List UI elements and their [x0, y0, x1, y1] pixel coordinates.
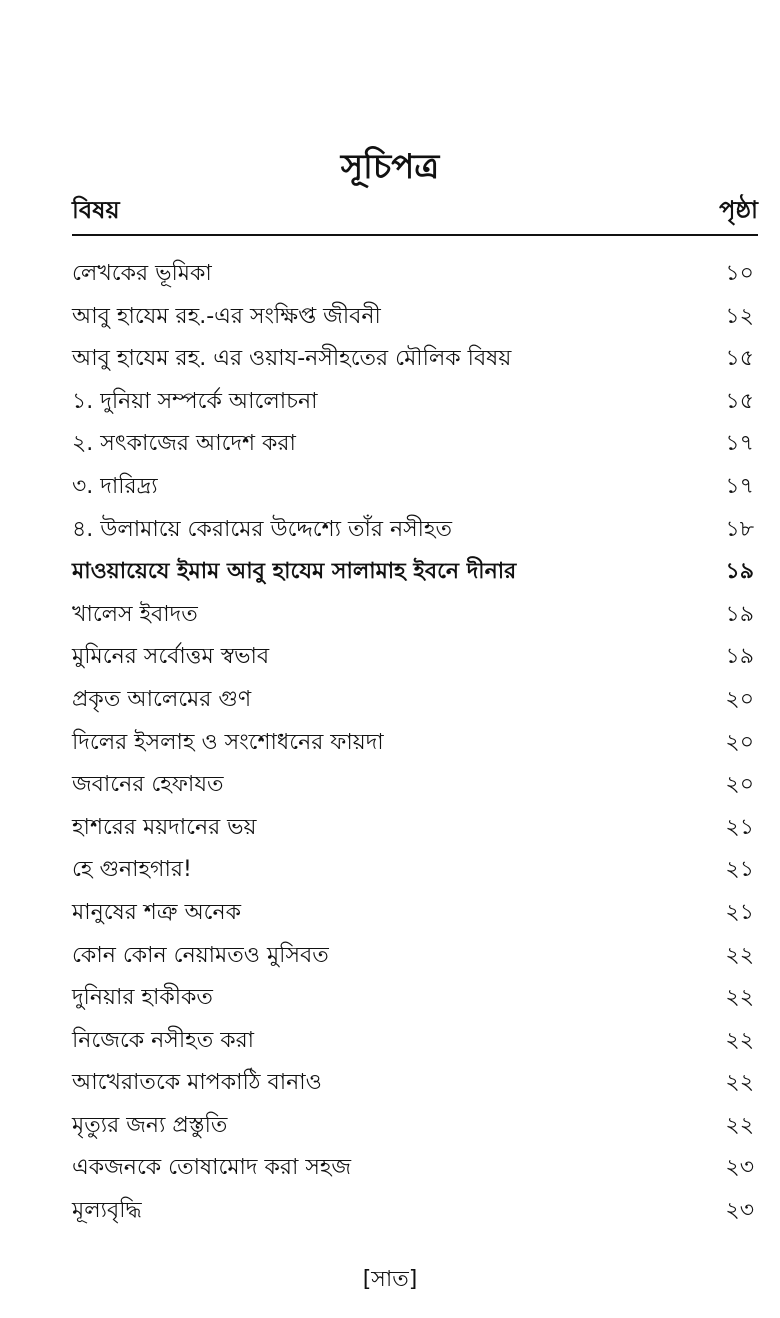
toc-entry	[72, 253, 758, 296]
toc-entry-page: ১৭	[725, 431, 754, 457]
toc-entry-page: ১৯	[725, 559, 754, 585]
toc-entry	[72, 807, 758, 850]
toc-entry	[72, 423, 758, 466]
toc-entry-page: ১০	[725, 261, 754, 286]
toc-entry	[72, 1147, 758, 1190]
toc-entry	[72, 1062, 758, 1105]
toc-entry-title: জবানের হেফাযত	[72, 772, 224, 798]
toc-entry-page: ১৯	[725, 644, 754, 670]
toc-entry-title: লেখকের ভূমিকা	[72, 261, 212, 286]
toc-entry-page: ১৫	[725, 388, 754, 414]
toc-entry-page: ২০	[725, 772, 754, 798]
toc-entry-page: ২৩	[725, 1198, 754, 1224]
toc-entry-page: ২১	[725, 899, 754, 925]
toc-entry	[72, 338, 758, 381]
toc-entry-title: আবু হাযেম রহ. এর ওয়ায-নসীহতের মৌলিক বিষয়	[72, 346, 512, 372]
toc-entry-title: দিলের ইসলাহ ও সংশোধনের ফায়দা	[72, 729, 384, 755]
toc-entry	[72, 1020, 758, 1063]
header-divider	[72, 234, 758, 236]
toc-entry-title: নিজেকে নসীহত করা	[72, 1027, 255, 1053]
toc-entry-page: ১৫	[725, 346, 754, 372]
toc-entry-title: মুমিনের সর্বোত্তম স্বভাব	[72, 644, 270, 670]
page-title: সূচিপত্র	[340, 147, 440, 187]
toc-entry	[72, 509, 758, 552]
toc-entry	[72, 381, 758, 424]
toc-entry	[72, 636, 758, 679]
toc-entry-title: ৩. দারিদ্র্য	[72, 473, 158, 499]
toc-entry-title: খালেস ইবাদত	[72, 601, 198, 627]
page-column-label: পৃষ্ঠা	[719, 196, 758, 224]
subject-column-label: বিষয়	[72, 196, 120, 224]
toc-entry-title: প্রকৃত আলেমের গুণ	[72, 686, 252, 712]
toc-entry-title: ২. সৎকাজের আদেশ করা	[72, 431, 296, 457]
toc-entry-title: কোন কোন নেয়ামতও মুসিবত	[72, 942, 329, 968]
toc-entry	[72, 892, 758, 935]
toc-entry-page: ১৮	[725, 516, 754, 542]
toc-entry	[72, 296, 758, 339]
toc-entry-title: মূল্যবৃদ্ধি	[72, 1198, 142, 1224]
toc-entry	[72, 551, 758, 594]
toc-entry	[72, 722, 758, 765]
toc-entry	[72, 764, 758, 807]
toc-entry-title: আখেরাতকে মাপকাঠি বানাও	[72, 1070, 322, 1096]
toc-entry	[72, 1105, 758, 1148]
toc-entry-title: মানুষের শত্রু অনেক	[72, 899, 241, 925]
toc-entry-title: ১. দুনিয়া সম্পর্কে আলোচনা	[72, 388, 318, 414]
toc-entry-page: ২২	[725, 1112, 754, 1138]
toc-entry-title: দুনিয়ার হাকীকত	[72, 985, 213, 1011]
toc-entry-page: ২০	[725, 729, 754, 755]
toc-entry	[72, 935, 758, 978]
toc-entry-title: ৪. উলামায়ে কেরামের উদ্দেশ্যে তাঁর নসীহত	[72, 516, 452, 542]
table-of-contents	[72, 253, 758, 1233]
toc-entry-page: ২২	[725, 1027, 754, 1053]
toc-entry-page: ২৩	[725, 1155, 754, 1181]
toc-entry-page: ২১	[725, 857, 754, 883]
page-number-footer: [সাত]	[362, 1267, 418, 1292]
toc-entry	[72, 594, 758, 637]
toc-entry-title: আবু হাযেম রহ.-এর সংক্ষিপ্ত জীবনী	[72, 303, 381, 329]
toc-entry-page: ১২	[725, 303, 754, 329]
toc-entry	[72, 1190, 758, 1233]
toc-entry-page: ১৭	[725, 473, 754, 499]
toc-entry-page: ২২	[725, 985, 754, 1011]
toc-entry-page: ১৯	[725, 601, 754, 627]
toc-entry-page: ২২	[725, 1070, 754, 1096]
toc-entry	[72, 466, 758, 509]
toc-entry-page: ২০	[725, 686, 754, 712]
toc-entry-page: ২২	[725, 942, 754, 968]
toc-entry	[72, 679, 758, 722]
toc-header	[72, 192, 758, 232]
toc-entry	[72, 849, 758, 892]
toc-entry	[72, 977, 758, 1020]
toc-entry-title: মৃত্যুর জন্য প্রস্তুতি	[72, 1112, 228, 1138]
toc-entry-title: হাশরের ময়দানের ভয়	[72, 814, 257, 840]
toc-entry-title: একজনকে তোষামোদ করা সহজ	[72, 1155, 352, 1181]
toc-entry-page: ২১	[725, 814, 754, 840]
toc-entry-title: হে গুনাহগার!	[72, 857, 192, 883]
toc-entry-title: মাওয়ায়েযে ইমাম আবু হাযেম সালামাহ ইবনে দীনার	[72, 559, 517, 585]
